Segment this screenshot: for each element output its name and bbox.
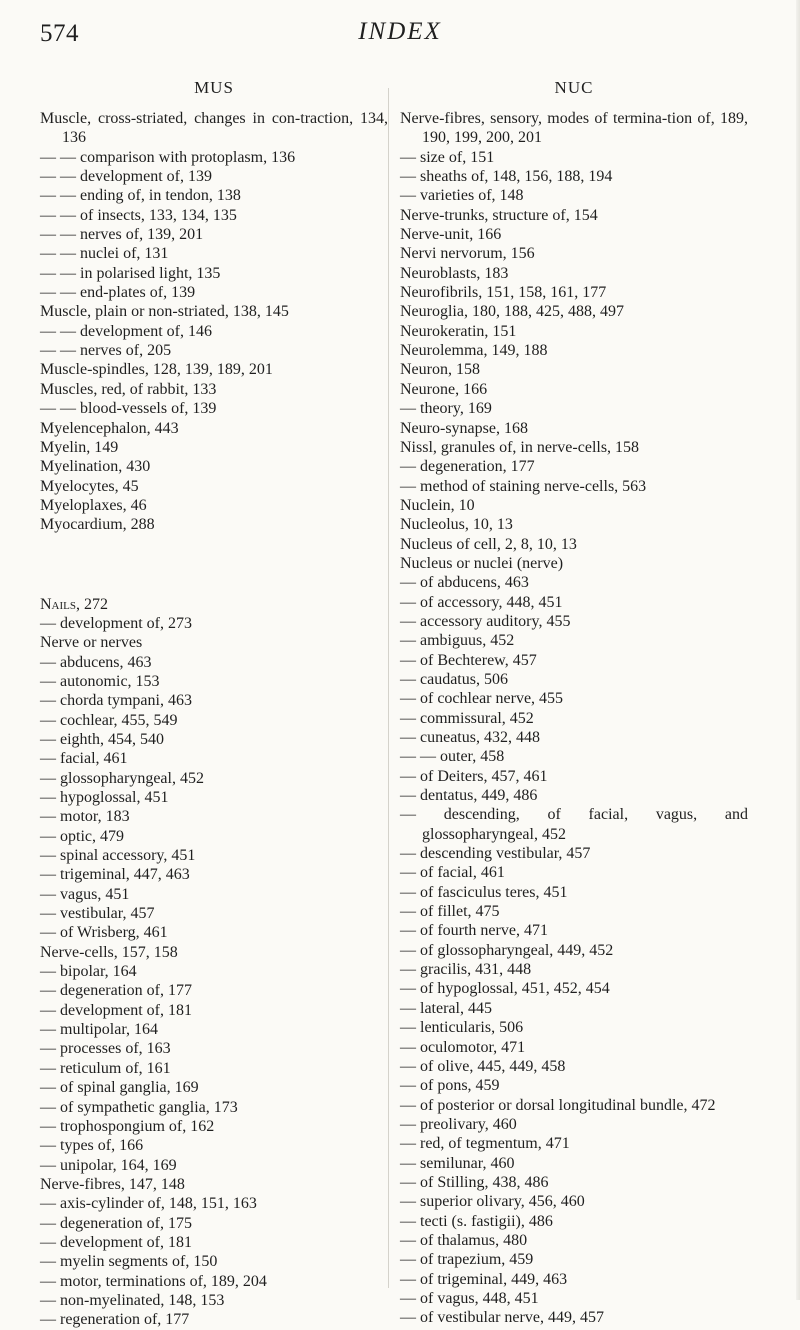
index-entry: — of Wrisberg, 461 xyxy=(40,924,168,942)
index-entry: Nucleus or nuclei (nerve) xyxy=(400,554,564,572)
index-entry: — of Stilling, 438, 486 xyxy=(400,1173,549,1191)
index-entry: — — comparison with protoplasm, 136 xyxy=(40,148,296,166)
index-entry: — of sympathetic ganglia, 173 xyxy=(40,1098,238,1116)
index-entry: — of hypoglossal, 451, 452, 454 xyxy=(400,980,610,998)
index-entry: — lateral, 445 xyxy=(400,999,492,1017)
index-entry: — lenticularis, 506 xyxy=(400,1019,524,1037)
index-entry: — autonomic, 153 xyxy=(40,672,160,690)
index-entry: — — in polarised light, 135 xyxy=(40,264,221,282)
index-entry: — — blood-vessels of, 139 xyxy=(40,400,217,418)
index-entry: — gracilis, 431, 448 xyxy=(400,961,532,979)
index-entry: — superior olivary, 456, 460 xyxy=(400,1193,585,1211)
column-divider xyxy=(388,88,389,1288)
index-entry: Neuroblasts, 183 xyxy=(400,264,509,282)
page-number: 574 xyxy=(40,20,79,47)
index-entry: — trophospongium of, 162 xyxy=(40,1117,215,1135)
index-entry: Myelocytes, 45 xyxy=(40,477,139,495)
index-entry: — hypoglossal, 451 xyxy=(40,789,169,806)
index-entry: — trigeminal, 447, 463 xyxy=(40,866,190,884)
index-entry: — descending, of facial, vagus, and glossopharyngeal, 452 xyxy=(400,806,748,843)
index-block-n xyxy=(40,595,388,1330)
index-entry: Nails, 272 xyxy=(40,595,108,613)
index-entry: Myelencephalon, 443 xyxy=(40,419,179,437)
index-entry: — — nerves of, 205 xyxy=(40,342,172,360)
index-entry: — abducens, 463 xyxy=(40,653,152,671)
index-entry: Neuroglia, 180, 188, 425, 488, 497 xyxy=(400,303,624,321)
index-entry: — varieties of, 148 xyxy=(400,187,524,205)
index-entry: Nerve-unit, 166 xyxy=(400,226,502,244)
index-entry: Nerve-trunks, structure of, 154 xyxy=(400,206,598,224)
index-entry: — multipolar, 164 xyxy=(40,1021,159,1039)
index-entry: — vagus, 451 xyxy=(40,885,130,903)
index-entry: — cuneatus, 432, 448 xyxy=(400,729,540,746)
index-entry: Nuclein, 10 xyxy=(400,496,475,514)
index-entry: Neuro-synapse, 168 xyxy=(400,419,528,437)
index-entry: — — end-plates of, 139 xyxy=(40,284,196,302)
index-entry: — of abducens, 463 xyxy=(400,574,529,592)
index-entry: — development of, 181 xyxy=(40,1001,192,1019)
index-entry: Nucleolus, 10, 13 xyxy=(400,516,513,534)
index-entry: — of trapezium, 459 xyxy=(400,1251,534,1269)
index-entry: — chorda tympani, 463 xyxy=(40,692,192,710)
index-entry: — regeneration of, 177 xyxy=(40,1311,190,1329)
index-entry: — non-myelinated, 148, 153 xyxy=(40,1291,225,1309)
index-entry: — of glossopharyngeal, 449, 452 xyxy=(400,941,614,959)
index-entry: — glossopharyngeal, 452 xyxy=(40,769,204,787)
index-entry: — of thalamus, 480 xyxy=(400,1231,528,1249)
index-entry: — red, of tegmentum, 471 xyxy=(400,1135,570,1153)
index-entry: — of trigeminal, 449, 463 xyxy=(400,1270,568,1288)
index-entry: Neurokeratin, 151 xyxy=(400,322,517,340)
index-entry: — of vagus, 448, 451 xyxy=(400,1289,539,1307)
index-entry: — motor, terminations of, 189, 204 xyxy=(40,1272,267,1290)
index-entry: — spinal accessory, 451 xyxy=(40,847,196,865)
left-column xyxy=(40,78,388,1330)
index-entry: — sheaths of, 148, 156, 188, 194 xyxy=(400,168,613,186)
index-entry: Nerve-cells, 157, 158 xyxy=(40,943,178,961)
index-entry: Nucleus of cell, 2, 8, 10, 13 xyxy=(400,535,577,553)
index-entry: — of fasciculus teres, 451 xyxy=(400,883,568,901)
index-entry: — dentatus, 449, 486 xyxy=(400,787,538,805)
index-entry: — eighth, 454, 540 xyxy=(40,730,164,748)
index-block-nerve-nucleus xyxy=(400,109,748,1328)
index-entry: — — outer, 458 xyxy=(400,748,505,766)
index-entry: — of fourth nerve, 471 xyxy=(400,922,548,940)
index-entry: Myeloplaxes, 46 xyxy=(40,496,147,514)
right-column xyxy=(400,78,748,1328)
index-entry: — descending vestibular, 457 xyxy=(400,845,591,863)
index-entry: — preolivary, 460 xyxy=(400,1115,517,1133)
index-entry: Myocardium, 288 xyxy=(40,516,155,534)
guide-word-left: MUS xyxy=(194,78,234,97)
index-entry: — development of, 181 xyxy=(40,1233,192,1251)
index-entry: — of Bechterew, 457 xyxy=(400,651,537,669)
section-gap xyxy=(40,535,388,595)
index-entry: — reticulum of, 161 xyxy=(40,1059,171,1077)
index-entry: — method of staining nerve-cells, 563 xyxy=(400,477,647,495)
index-entry: — theory, 169 xyxy=(400,400,492,418)
index-entry: — unipolar, 164, 169 xyxy=(40,1156,177,1174)
index-entry: — semilunar, 460 xyxy=(400,1154,515,1172)
index-entry: Nerve-fibres, 147, 148 xyxy=(40,1175,185,1193)
index-entry: — facial, 461 xyxy=(40,750,128,768)
index-entry: — — nerves of, 139, 201 xyxy=(40,226,204,244)
index-entry: — types of, 166 xyxy=(40,1137,144,1155)
index-entry: — myelin segments of, 150 xyxy=(40,1253,218,1271)
index-entry: — degeneration of, 175 xyxy=(40,1214,192,1232)
index-entry: Nervi nervorum, 156 xyxy=(400,245,535,263)
guide-word-right: NUC xyxy=(554,78,594,97)
index-entry: — of posterior or dorsal longitudinal bundle, 472 xyxy=(400,1096,716,1114)
page-edge xyxy=(796,0,800,1300)
running-head: INDEX xyxy=(358,18,442,45)
index-entry: — tecti (s. fastigii), 486 xyxy=(400,1212,553,1230)
index-entry: Myelination, 430 xyxy=(40,458,151,476)
index-entry: — — ending of, in tendon, 138 xyxy=(40,187,241,205)
index-entry: — bipolar, 164 xyxy=(40,963,137,981)
index-entry: — of olive, 445, 449, 458 xyxy=(400,1057,566,1075)
index-entry: — — of insects, 133, 134, 135 xyxy=(40,206,237,224)
index-entry: — caudatus, 506 xyxy=(400,670,508,688)
index-entry: — cochlear, 455, 549 xyxy=(40,711,178,729)
index-entry: — accessory auditory, 455 xyxy=(400,612,571,630)
index-entry: — motor, 183 xyxy=(40,808,130,826)
index-entry: Neurofibrils, 151, 158, 161, 177 xyxy=(400,284,607,302)
index-entry: — of spinal ganglia, 169 xyxy=(40,1079,199,1097)
index-entry: — degeneration of, 177 xyxy=(40,982,192,1000)
index-entry: — — development of, 139 xyxy=(40,168,212,186)
index-entry: Muscles, red, of rabbit, 133 xyxy=(40,380,217,398)
index-entry: — of facial, 461 xyxy=(400,864,505,882)
index-entry: Myelin, 149 xyxy=(40,438,119,456)
index-entry: — axis-cylinder of, 148, 151, 163 xyxy=(40,1195,257,1213)
index-entry: — of pons, 459 xyxy=(400,1077,500,1095)
index-entry: Neuron, 158 xyxy=(400,361,480,379)
index-entry: Nerve-fibres, sensory, modes of termina-tion of, 189, 190, 199, 200, 201 xyxy=(400,110,748,147)
index-entry: — processes of, 163 xyxy=(40,1040,171,1058)
index-entry: Muscle-spindles, 128, 139, 189, 201 xyxy=(40,361,273,379)
index-entry: — degeneration, 177 xyxy=(400,458,535,476)
index-entry: — — development of, 146 xyxy=(40,322,212,340)
index-entry: — development of, 273 xyxy=(40,614,192,632)
index-entry: Nissl, granules of, in nerve-cells, 158 xyxy=(400,438,640,456)
index-entry: Muscle, plain or non-striated, 138, 145 xyxy=(40,303,289,321)
index-entry: — oculomotor, 471 xyxy=(400,1038,526,1056)
index-entry: — of cochlear nerve, 455 xyxy=(400,690,564,708)
index-entry: Neurone, 166 xyxy=(400,380,488,398)
index-entry: — commissural, 452 xyxy=(400,709,534,727)
index-entry: — ambiguus, 452 xyxy=(400,632,515,650)
index-entry: — of accessory, 448, 451 xyxy=(400,593,563,611)
index-entry: — of Deiters, 457, 461 xyxy=(400,767,548,785)
index-entry: Nerve or nerves xyxy=(40,634,143,652)
index-entry: — vestibular, 457 xyxy=(40,905,155,923)
index-entry: — — nuclei of, 131 xyxy=(40,245,169,263)
index-entry: — of fillet, 475 xyxy=(400,903,500,921)
index-entry: — size of, 151 xyxy=(400,148,495,166)
index-entry: Muscle, cross-striated, changes in con-traction, 134, 136 xyxy=(40,110,388,147)
index-block-m xyxy=(40,109,388,535)
index-entry: — optic, 479 xyxy=(40,827,124,845)
index-entry: Neurolemma, 149, 188 xyxy=(400,342,548,360)
index-entry: — of vestibular nerve, 449, 457 xyxy=(400,1309,604,1327)
page-header xyxy=(0,0,800,60)
